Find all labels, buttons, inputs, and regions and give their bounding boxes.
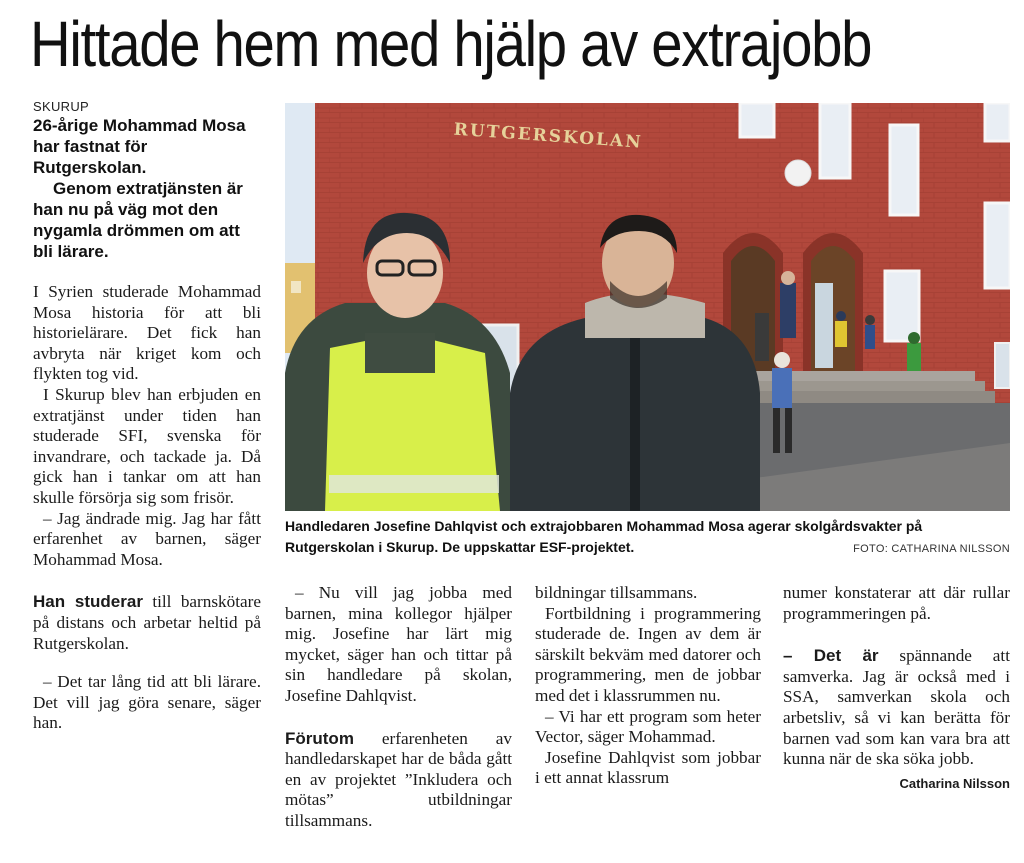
byline: Catharina Nilsson	[899, 775, 1010, 791]
body-paragraph	[285, 729, 512, 832]
photo-caption: Handledaren Josefine Dahlqvist och extrajobbaren Mohammad Mosa agerar skolgårdsvakter på Rutgerskolan i Skurup. De uppskattar ESF-projektet.	[285, 518, 923, 555]
run-in-heading: Förutom	[285, 728, 354, 748]
body-paragraph: I Syrien studerade Mohammad Mosa historia för att bli historielärare. Det fick han avbryta när kriget kom och flykten tog vid.	[33, 282, 261, 384]
school-photo-illustration	[285, 103, 1010, 511]
headline: Hittade hem med hjälp av extrajobb	[30, 8, 872, 80]
run-in-heading: – Det är	[783, 646, 879, 666]
body-paragraph: Josefine Dahlqvist som jobbar i ett annat klassrum	[535, 747, 761, 788]
body-paragraph: Fortbildning i programmering studerade de. Ingen av dem är särskilt bekväm med datorer och programmering, men de jobbar med det i klassrummen nu.	[535, 603, 761, 705]
body-paragraph	[783, 646, 1010, 770]
quote-paragraph: – Jag ändrade mig. Jag har fått erfarenhet av barnen, säger Mohammad Mosa.	[33, 508, 261, 569]
body-paragraph: bildningar tillsammans.	[535, 583, 698, 602]
school-sign-text: RUTGERSKOLAN	[453, 119, 644, 153]
photo-credit: FOTO: CATHARINA NILSSON	[853, 543, 1010, 555]
paragraph-text: till barnskötare på distans och arbetar heltid på Rutgerskolan.	[33, 592, 261, 653]
article-photo	[285, 103, 1010, 511]
quote-paragraph: – Vi har ett program som heter Vector, säger Mohammad.	[535, 706, 761, 747]
text-column-3	[535, 583, 761, 789]
text-column-2	[285, 583, 512, 832]
quote-paragraph: – Det tar lång tid att bli lärare. Det vill jag göra senare, säger han.	[33, 672, 261, 733]
text-column-1	[33, 98, 261, 734]
lead-sentence-2: Genom extratjänsten är han nu på väg mot den nygamla drömmen om att bli lärare.	[33, 179, 243, 261]
quote-paragraph: – Nu vill jag jobba med barnen, mina kollegor hjälper mig. Josefine har lärt mig mycket, säger han och tittar på sin handledare på skolan, Josefine Dahlqvist.	[285, 583, 512, 705]
paragraph-text: erfarenheten av handledarskapet har de båda gått en av projektet ”Inkludera och mötas” utbildningar tillsammans.	[285, 728, 512, 830]
body-paragraph: numer konstaterar att där rullar programmeringen på.	[783, 583, 1010, 623]
paragraph-text: spännande att samverka. Jag är också med i SSA, samverkan skola och arbetsliv, så vi kan berätta för barnen vad som kan vara bra att kunna när de ska söka jobb.	[783, 646, 1010, 769]
lead-paragraph	[33, 115, 261, 262]
text-column-4	[783, 583, 1010, 794]
body-paragraph: I Skurup blev han erbjuden en extratjänst under tiden han studerade SFI, svenska för invandrare, och tackade ja. Då gick han i tankar om att han skulle försörja sig som frisör.	[33, 384, 261, 507]
kicker-location: SKURUP	[33, 99, 89, 114]
run-in-heading: Han studerar	[33, 592, 143, 612]
lead-sentence-1: 26-årige Mohammad Mosa har fastnat för Rutgerskolan.	[33, 116, 246, 177]
body-paragraph	[33, 592, 261, 654]
